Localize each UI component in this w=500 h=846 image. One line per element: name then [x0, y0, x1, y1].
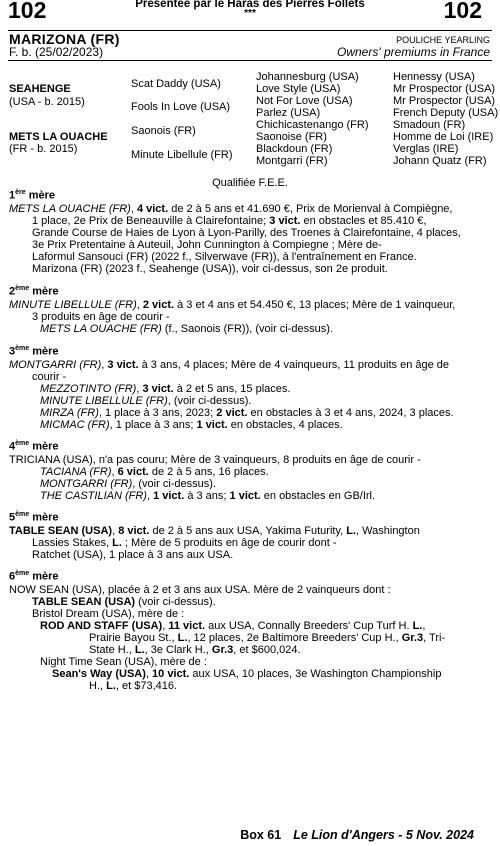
dam-line: NOW SEAN (USA), placée à 2 et 3 ans aux USA. Mère de 2 vainqueurs dont :: [9, 583, 391, 596]
pedigree-gen4: Homme de Loi (IRE): [393, 131, 494, 143]
dam-info: (FR - b. 2015): [9, 143, 78, 155]
dam-line: MICMAC (FR), 1 place à 3 ans; 1 vict. en obstacles, 4 places.: [40, 419, 343, 432]
pedigree-gen3: Blackdoun (FR): [256, 143, 333, 155]
dam-line: METS LA OUACHE (FR), 4 vict. de 2 à 5 ans et 41.690 €, Prix de Morienval à Compiègne,: [9, 202, 453, 215]
sire-info: (USA - b. 2015): [9, 96, 85, 108]
sire-name: SEAHENGE: [9, 83, 71, 95]
pedigree-gen3: Love Style (USA): [256, 83, 341, 95]
dam-line: TABLE SEAN (USA), 8 vict. de 2 à 5 ans aux USA, Yakima Futurity, L., Washington: [9, 524, 420, 537]
pedigree-gen4: Verglas (IRE): [393, 143, 459, 155]
stars: ***: [244, 8, 256, 19]
third-dam-section: [9, 342, 493, 431]
section-title: 2ème mère: [9, 285, 59, 298]
dam-line: 3e Prix Pretentaine à Auteuil, John Cunnington à Compiegne ; Mère de-: [32, 238, 382, 251]
dam-line: Bristol Dream (USA), mère de :: [32, 607, 185, 620]
fourth-dam-section: [9, 437, 493, 502]
lot-number-right: 102: [443, 0, 482, 23]
pedigree-gen3: Johannesburg (USA): [256, 71, 359, 83]
dam-line: METS LA OUACHE (FR) (f., Saonois (FR)), (voir ci-dessus).: [40, 322, 333, 335]
pedigree-gen3: Not For Love (USA): [256, 95, 353, 107]
dam-line: ROD AND STAFF (USA), 11 vict. aux USA, Connally Breeders' Cup Turf H. L.,: [40, 619, 426, 632]
dam-line: Ratchet (USA), 1 place à 3 ans aux USA.: [32, 548, 234, 561]
dam-line: Marizona (FR) (2023 f., Seahenge (USA)), voir ci-dessus, son 2e produit.: [32, 263, 388, 276]
pedigree-gen4: Johann Quatz (FR): [393, 155, 487, 167]
pedigree-gen2: Saonois (FR): [131, 125, 196, 137]
dam-line: Laformul Sansouci (FR) (2022 f., Silverwave (FR)), à l'entraînement en France.: [32, 251, 417, 264]
dam-line: State H., L., 3e Clark H., Gr.3, et $600,024.: [89, 644, 301, 657]
dam-line: Prairie Bayou St., L., 12 places, 2e Baltimore Breeders' Cup H., Gr.3, Tri-: [89, 632, 446, 645]
qualified-fee: Qualifiée F.E.E.: [212, 177, 288, 189]
dam-line: MEZZOTINTO (FR), 3 vict. à 2 et 5 ans, 15 places.: [40, 382, 291, 395]
horse-info: F. b. (25/02/2023): [9, 45, 104, 59]
second-dam-section: [9, 282, 493, 335]
dam-line: Grande Course de Haies de Lyon à Lyon-Parilly, des Troenes à Clairefontaine, 4 places,: [32, 226, 461, 239]
dam-line: MIRZA (FR), 1 place à 3 ans, 2023; 2 vict. en obstacles à 3 et 4 ans, 2024, 3 places.: [40, 407, 454, 420]
owners-premiums: Owners' premiums in France: [337, 45, 490, 59]
dam-line: MONTGARRI (FR), (voir ci-dessus).: [40, 477, 217, 490]
footer: [240, 828, 474, 842]
section-title: 6ème mère: [9, 570, 59, 583]
dam-name: METS LA OUACHE: [9, 131, 108, 143]
dam-line: 3 produits en âge de courir -: [32, 310, 170, 323]
pedigree-gen4: French Deputy (USA): [393, 107, 499, 119]
pedigree-gen3: Montgarri (FR): [256, 155, 328, 167]
pedigree-gen3: Saonoise (FR): [256, 131, 327, 143]
first-dam-section: [9, 186, 493, 275]
pedigree-gen2: Fools In Love (USA): [131, 101, 231, 113]
section-title: 5ème mère: [9, 511, 59, 524]
section-title: 4ème mère: [9, 440, 59, 453]
horse-category: POULICHE YEARLING: [396, 35, 490, 45]
lot-number-left: 102: [8, 0, 47, 23]
dam-line: H., L., et $73,416.: [89, 680, 178, 693]
box-number: Box 61: [240, 828, 282, 842]
dam-line: TABLE SEAN (USA) (voir ci-dessus).: [32, 595, 216, 608]
dam-line: Night Time Sean (USA), mère de :: [40, 656, 207, 669]
dam-line: MINUTE LIBELLULE (FR), (voir ci-dessus).: [40, 394, 252, 407]
dam-line: MINUTE LIBELLULE (FR), 2 vict. à 3 et 4 ans et 54.450 €, 13 places; Mère de 1 vainqueur,: [9, 298, 456, 311]
dam-line: MONTGARRI (FR), 3 vict. à 3 ans, 4 places; Mère de 4 vainqueurs, 11 produits en âge de: [9, 358, 450, 371]
pedigree-gen4: Smadoun (FR): [393, 119, 466, 131]
dam-line: THE CASTILIAN (FR), 1 vict. à 3 ans; 1 vict. en obstacles en GB/Irl.: [40, 489, 376, 502]
dam-line: TRICIANA (USA), n'a pas couru; Mère de 3 vainqueurs, 8 produits en âge de courir -: [9, 453, 421, 466]
pedigree-gen4: Mr Prospector (USA): [393, 83, 496, 95]
sixth-dam-section: [9, 567, 493, 693]
pedigree-gen3: Parlez (USA): [256, 107, 321, 119]
dam-line: 1 place, 2e Prix de Beneauville à Clairefontaine; 3 vict. en obstacles et 85.410 €,: [32, 214, 427, 227]
dam-line: Lassies Stakes, L. ; Mère de 5 produits en âge de courir dont -: [32, 536, 337, 549]
header-divider: [8, 60, 492, 61]
sale-place-date: Le Lion d'Angers - 5 Nov. 2024: [293, 828, 474, 842]
pedigree-gen4: Mr Prospector (USA): [393, 95, 496, 107]
pedigree-gen4: Hennessy (USA): [393, 71, 475, 83]
fifth-dam-section: [9, 508, 493, 561]
pedigree-gen3: Chichicastenango (FR): [256, 119, 369, 131]
dam-line: courir -: [32, 370, 67, 383]
presenter-title: Présentée par le Haras des Pierres Follets: [135, 0, 365, 10]
dam-line: TACIANA (FR), 6 vict. de 2 à 5 ans, 16 places.: [40, 465, 269, 478]
horse-name: MARIZONA (FR): [9, 31, 120, 47]
pedigree-gen2: Scat Daddy (USA): [131, 78, 221, 90]
dam-line: Sean's Way (USA), 10 vict. aux USA, 10 places, 3e Washington Championship: [52, 668, 442, 681]
section-title: 3ème mère: [9, 345, 59, 358]
pedigree-gen2: Minute Libellule (FR): [131, 149, 233, 161]
section-title: 1ère mère: [9, 189, 55, 202]
